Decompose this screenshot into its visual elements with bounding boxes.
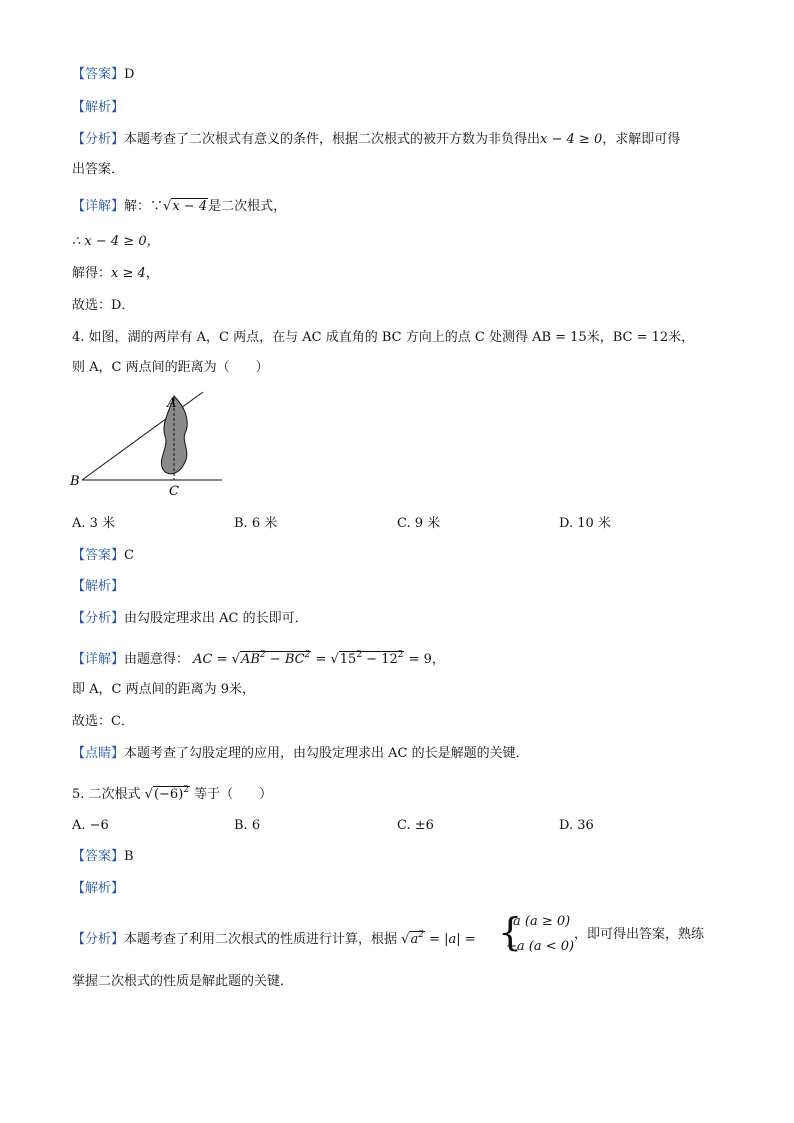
fenxi-text: ，求解即可得: [602, 132, 681, 147]
option-a: A. −6: [72, 818, 109, 833]
brace-glyph: {: [498, 910, 523, 954]
step-text: ∴ x − 4 ≥ 0，: [72, 234, 160, 249]
term: AB: [240, 652, 260, 667]
label-b: B: [70, 474, 80, 489]
stem-text: 等于（ ）: [194, 787, 273, 802]
q5-fenxi-tail: [574, 926, 704, 944]
xiangjie-text: 由题意得：: [124, 652, 190, 667]
fenxi-label: 【分析】: [72, 132, 125, 147]
step-text: 解得：: [72, 266, 112, 281]
q3-step1: [72, 233, 160, 251]
xiangjie-label: 【详解】: [72, 199, 125, 214]
answer-value: C: [124, 548, 134, 563]
q4-analysis-line: [72, 578, 124, 596]
term: (−6): [153, 787, 184, 802]
case-2: −a (a < 0): [506, 939, 575, 954]
q4-xiangjie-line: 【详解】由题意得： AC = $√AB^2 - BC^2 = √15^2 - 12^2 = 9$，: [72, 650, 445, 667]
exponent: 2: [259, 650, 266, 660]
fenxi-label: 【分析】: [72, 932, 125, 947]
label-a: A: [167, 396, 177, 411]
stem-text: 5. 二次根式: [72, 787, 141, 802]
exponent: 2: [397, 650, 404, 660]
analysis-label: 【解析】: [72, 579, 125, 594]
label-c: C: [169, 484, 179, 499]
xiangjie-text: 是二次根式，: [208, 199, 287, 214]
answer-value: B: [124, 849, 134, 864]
radicand: x − 4: [172, 199, 208, 214]
q3-analysis-line: [72, 99, 124, 117]
q4-stem: [72, 329, 694, 347]
term: 15: [339, 652, 357, 667]
term: − 12: [362, 652, 398, 667]
option-c: C. ±6: [397, 818, 434, 833]
q4-conclusion: [72, 713, 134, 731]
abs-expression: = |a| =: [429, 932, 476, 947]
q3-conclusion: [72, 297, 134, 315]
fenxi-text: 掌握二次根式的性质是解此题的关键．: [72, 974, 294, 989]
q4-result: [72, 681, 255, 699]
q5-fenxi-line: 【分析】本题考查了利用二次根式的性质进行计算，根据 $√a^2 = |a|$ =: [72, 930, 476, 947]
term: a: [410, 932, 419, 947]
q3-step2: [72, 265, 159, 283]
conclusion-text: 故选：D．: [72, 298, 135, 313]
stem-text: 4. 如图，湖的两岸有 A，C 两点，在与 AC 成直角的 BC 方向上的点 C 处测得 AB = 15米，BC = 12米，: [72, 330, 695, 345]
fenxi-text: 由勾股定理求出 AC 的长即可．: [124, 611, 308, 626]
dianjing-text: 本题考查了勾股定理的应用，由勾股定理求出 AC 的长是解题的关键．: [124, 746, 529, 761]
option-b: B. 6: [234, 818, 261, 833]
exponent: 2: [183, 785, 190, 795]
answer-label: 【答案】: [72, 548, 125, 563]
analysis-label: 【解析】: [72, 881, 125, 896]
option-a: A. 3 米: [72, 516, 116, 531]
term: − BC: [265, 652, 305, 667]
fenxi-inequality: x − 4 ≥ 0: [540, 132, 603, 147]
conclusion-text: 故选：C．: [72, 714, 134, 729]
result-text: 即 A，C 两点间的距离为 9米，: [72, 682, 256, 697]
answer-label: 【答案】: [72, 849, 125, 864]
analysis-label: 【解析】: [72, 100, 125, 115]
q3-fenxi-line-2: [72, 161, 124, 179]
q4-fenxi-line: [72, 610, 308, 628]
case-1: a (a ≥ 0): [513, 914, 571, 929]
exponent: 2: [418, 930, 424, 940]
fenxi-text: ，即可得出答案，熟练: [574, 927, 705, 942]
stem-text: 则 A，C 两点间的距离为（ ）: [72, 360, 269, 375]
q5-stem: 5. 二次根式 $√(-6)^2$ 等于（ ）: [72, 785, 273, 802]
fenxi-text: 本题考查了二次根式有意义的条件，根据二次根式的被开方数为非负得出: [124, 132, 541, 147]
q5-analysis-line: [72, 880, 124, 898]
lake-figure: [66, 384, 236, 499]
fenxi-radicand: [409, 931, 425, 947]
q5-fenxi-line-2: [72, 973, 293, 991]
q3-answer-line: [72, 66, 134, 84]
step-math: x ≥ 4: [111, 266, 146, 281]
formula-tail: = 9，: [408, 652, 445, 667]
q4-answer-line: [72, 547, 134, 565]
exponent: 2: [304, 650, 311, 660]
fenxi-label: 【分析】: [72, 611, 125, 626]
q4-stem-2: [72, 359, 269, 377]
radicand-1: [240, 651, 311, 667]
radicand-2: [339, 651, 405, 667]
q4-dianjing-line: [72, 745, 529, 763]
equals: =: [315, 652, 327, 667]
dianjing-label: 【点睛】: [72, 746, 125, 761]
option-d: D. 10 米: [559, 516, 611, 531]
fenxi-text: 本题考查了利用二次根式的性质进行计算，根据: [124, 932, 398, 947]
q3-fenxi-line: [72, 131, 680, 149]
answer-label: 【答案】: [72, 67, 125, 82]
formula-lhs: AC =: [193, 652, 228, 667]
q5-answer-line: [72, 848, 134, 866]
answer-value: D: [124, 67, 135, 82]
exponent: 2: [356, 650, 363, 660]
fenxi-text: 出答案．: [72, 162, 125, 177]
option-b: B. 6 米: [234, 516, 278, 531]
step-text: ，: [145, 266, 159, 281]
q3-xiangjie-line: 【详解】解：∵√x − 4是二次根式，: [72, 199, 287, 214]
xiangjie-text: 解：∵: [124, 199, 164, 214]
option-c: C. 9 米: [397, 516, 441, 531]
option-d: D. 36: [559, 818, 594, 833]
xiangjie-label: 【详解】: [72, 652, 125, 667]
stem-radicand: [153, 786, 190, 802]
